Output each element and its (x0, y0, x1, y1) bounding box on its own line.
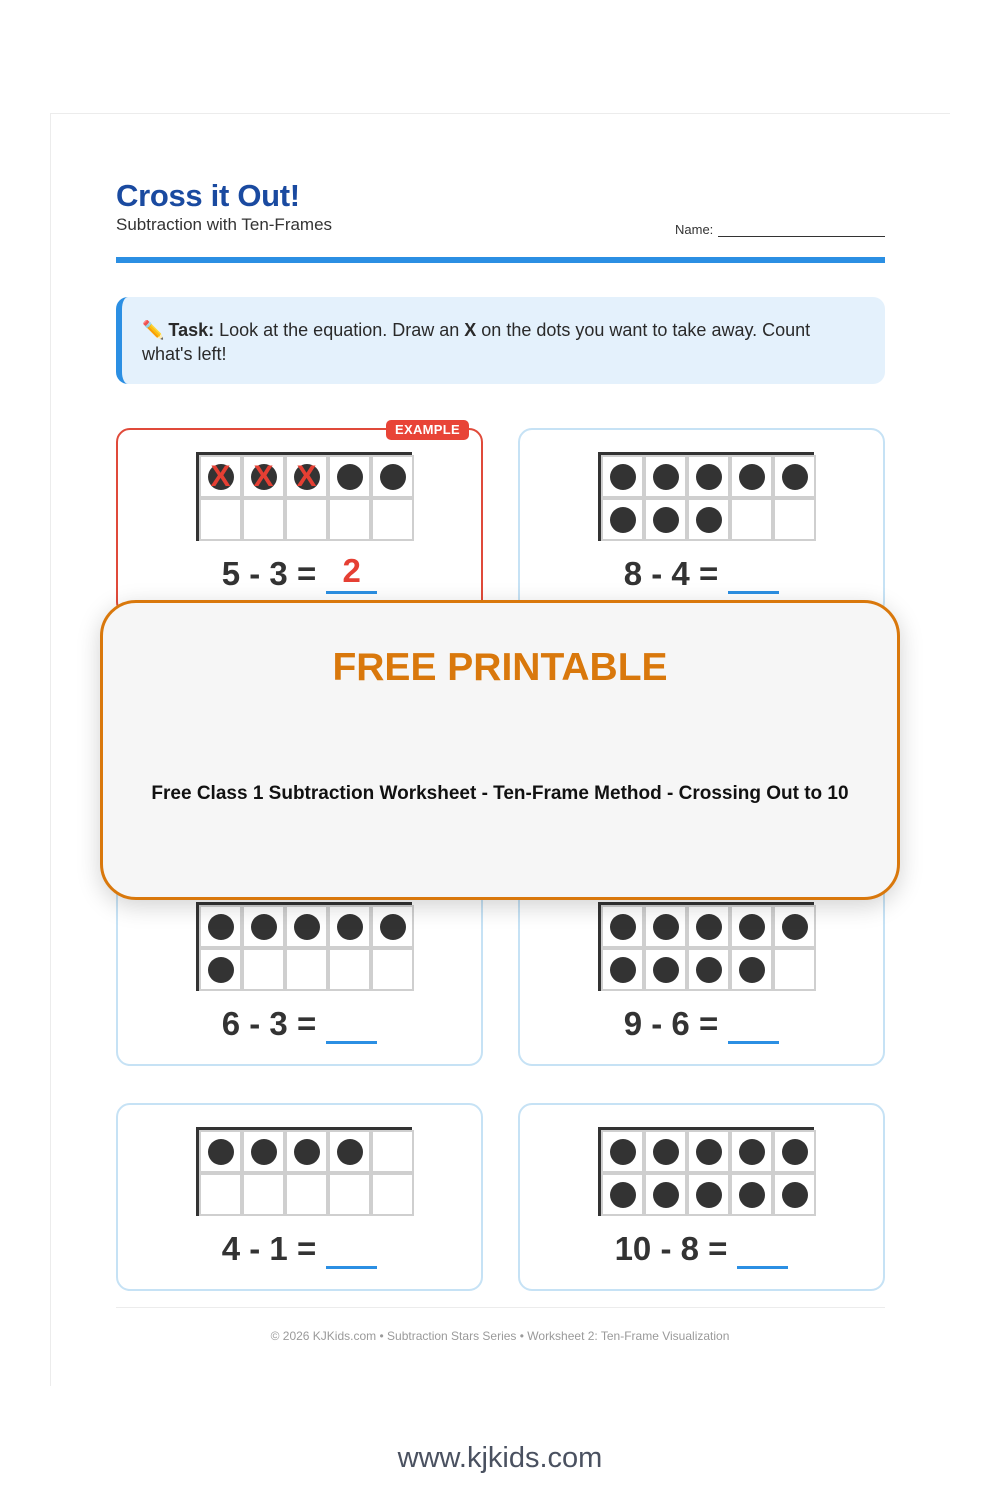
counter-dot-icon (739, 1182, 765, 1208)
counter-dot-icon (696, 507, 722, 533)
ten-frame-cell[interactable] (687, 1173, 730, 1216)
ten-frame-cell[interactable] (687, 948, 730, 991)
ten-frame-cell[interactable] (644, 1173, 687, 1216)
equation-text: 10 - 8 = (614, 1230, 728, 1267)
name-field[interactable] (675, 219, 885, 237)
ten-frame (598, 452, 814, 541)
cross-out-icon: X (296, 459, 317, 493)
problem-card-2 (518, 428, 885, 616)
ten-frame-cell[interactable] (644, 905, 687, 948)
counter-dot-icon (610, 1182, 636, 1208)
cross-out-icon: X (253, 459, 274, 493)
ten-frame-cell[interactable] (371, 948, 414, 991)
counter-dot-icon (294, 1139, 320, 1165)
ten-frame-cell[interactable] (199, 1130, 242, 1173)
name-label: Name: (675, 222, 714, 237)
ten-frame-cell[interactable] (730, 948, 773, 991)
ten-frame-cell[interactable] (242, 498, 285, 541)
equation (520, 1004, 883, 1044)
ten-frame-cell[interactable] (199, 498, 242, 541)
ten-frame-cell[interactable] (773, 455, 816, 498)
ten-frame (196, 902, 412, 991)
ten-frame-cell[interactable] (601, 498, 644, 541)
ten-frame-cell[interactable] (730, 498, 773, 541)
task-text-before: Look at the equation. Draw an (214, 320, 465, 340)
ten-frame-cell[interactable] (773, 948, 816, 991)
ten-frame-cell[interactable] (242, 1130, 285, 1173)
answer-blank[interactable] (326, 1229, 377, 1269)
site-url[interactable]: www.kjkids.com (397, 1442, 603, 1474)
equation-text: 5 - 3 = (221, 555, 317, 592)
ten-frame-cell[interactable] (285, 498, 328, 541)
ten-frame (196, 452, 412, 541)
counter-dot-icon (653, 1182, 679, 1208)
counter-dot-icon (696, 957, 722, 983)
counter-dot-icon (653, 464, 679, 490)
ten-frame-cell[interactable] (199, 455, 242, 498)
task-emphasis: X (464, 320, 477, 340)
footer-copyright: © 2026 KJKids.com • Subtraction Stars Series • Worksheet 2: Ten-Frame Visualization (270, 1329, 730, 1343)
ten-frame-cell[interactable] (371, 498, 414, 541)
ten-frame-cell[interactable] (328, 1130, 371, 1173)
answer-blank[interactable] (326, 1004, 377, 1044)
counter-dot-icon (653, 914, 679, 940)
ten-frame-cell[interactable] (328, 948, 371, 991)
ten-frame-cell[interactable] (285, 905, 328, 948)
ten-frame-cell[interactable] (687, 498, 730, 541)
ten-frame-cell[interactable] (644, 455, 687, 498)
ten-frame-cell[interactable] (371, 1130, 414, 1173)
header-divider (116, 257, 885, 263)
ten-frame-cell[interactable] (601, 905, 644, 948)
counter-dot-icon (337, 1139, 363, 1165)
equation (118, 1229, 481, 1269)
counter-dot-icon (696, 1182, 722, 1208)
counter-dot-icon (610, 957, 636, 983)
ten-frame-cell[interactable] (601, 455, 644, 498)
ten-frame-cell[interactable] (371, 455, 414, 498)
ten-frame-cell[interactable] (601, 1130, 644, 1173)
ten-frame-cell[interactable] (773, 1173, 816, 1216)
ten-frame-cell[interactable] (371, 1173, 414, 1216)
worksheet-subtitle: Subtraction with Ten-Frames (116, 215, 333, 234)
ten-frame (196, 1127, 412, 1216)
counter-dot-icon (739, 464, 765, 490)
ten-frame-cell[interactable] (285, 948, 328, 991)
ten-frame-cell[interactable] (644, 498, 687, 541)
answer-blank[interactable]: 2 (326, 554, 377, 594)
banner-subtitle: Free Class 1 Subtraction Worksheet - Ten-Frame Method - Crossing Out to 10 (151, 783, 849, 804)
banner-title: FREE PRINTABLE (332, 646, 668, 689)
ten-frame-cell[interactable] (601, 1173, 644, 1216)
counter-dot-icon (782, 1139, 808, 1165)
ten-frame-cell[interactable] (199, 905, 242, 948)
ten-frame-cell[interactable] (328, 905, 371, 948)
problem-card-4 (518, 878, 885, 1066)
counter-dot-icon (337, 464, 363, 490)
counter-dot-icon (208, 1139, 234, 1165)
ten-frame-cell[interactable] (773, 1130, 816, 1173)
ten-frame-cell[interactable] (285, 455, 328, 498)
ten-frame-cell[interactable] (730, 1130, 773, 1173)
counter-dot-icon (251, 914, 277, 940)
ten-frame-cell[interactable] (773, 498, 816, 541)
ten-frame-cell[interactable] (371, 905, 414, 948)
equation (520, 554, 883, 594)
counter-dot-icon (653, 1139, 679, 1165)
counter-dot-icon (337, 914, 363, 940)
counter-dot-icon (208, 914, 234, 940)
ten-frame-cell[interactable] (285, 1173, 328, 1216)
example-badge: EXAMPLE (386, 420, 469, 440)
ten-frame-cell[interactable] (730, 1173, 773, 1216)
problem-card-1 (116, 422, 483, 616)
ten-frame-cell[interactable] (730, 455, 773, 498)
counter-dot-icon (782, 914, 808, 940)
problem-card-5 (116, 1103, 483, 1291)
ten-frame-cell[interactable] (199, 1173, 242, 1216)
counter-dot-icon (294, 914, 320, 940)
ten-frame (598, 1127, 814, 1216)
counter-dot-icon (739, 957, 765, 983)
ten-frame-cell[interactable] (242, 948, 285, 991)
counter-dot-icon (782, 464, 808, 490)
free-printable-banner (100, 600, 900, 900)
equation (118, 1004, 481, 1044)
ten-frame-cell[interactable] (242, 455, 285, 498)
ten-frame-cell[interactable] (687, 1130, 730, 1173)
counter-dot-icon (610, 1139, 636, 1165)
counter-dot-icon (696, 1139, 722, 1165)
counter-dot-icon (696, 914, 722, 940)
footer-divider (116, 1307, 885, 1308)
ten-frame-cell[interactable] (601, 948, 644, 991)
ten-frame-cell[interactable] (644, 948, 687, 991)
problem-card-6 (518, 1103, 885, 1291)
ten-frame-cell[interactable] (328, 1173, 371, 1216)
answer-blank[interactable] (728, 1004, 779, 1044)
equation (118, 554, 481, 594)
equation-text: 8 - 4 = (623, 555, 719, 592)
counter-dot-icon (739, 914, 765, 940)
ten-frame-cell[interactable] (328, 455, 371, 498)
task-text-after: on the dots you want to take away. Count what's left! (142, 320, 811, 364)
counter-dot-icon (782, 1182, 808, 1208)
ten-frame-cell[interactable] (773, 905, 816, 948)
counter-dot-icon (380, 464, 406, 490)
ten-frame (598, 902, 814, 991)
counter-dot-icon (653, 957, 679, 983)
counter-dot-icon (653, 507, 679, 533)
pencil-icon: ✏️ (142, 320, 165, 340)
worksheet-title: Cross it Out! (116, 178, 300, 213)
task-instructions (116, 297, 885, 384)
ten-frame-cell[interactable] (242, 905, 285, 948)
counter-dot-icon (610, 464, 636, 490)
equation-text: 4 - 1 = (221, 1230, 317, 1267)
equation (520, 1229, 883, 1269)
counter-dot-icon (610, 507, 636, 533)
ten-frame-cell[interactable] (285, 1130, 328, 1173)
counter-dot-icon (251, 1139, 277, 1165)
ten-frame-cell[interactable] (730, 905, 773, 948)
ten-frame-cell[interactable] (644, 1130, 687, 1173)
ten-frame-cell[interactable] (199, 948, 242, 991)
ten-frame-cell[interactable] (328, 498, 371, 541)
counter-dot-icon (208, 957, 234, 983)
task-label: Task: (168, 320, 215, 340)
equation-text: 9 - 6 = (623, 1005, 719, 1042)
answer-blank[interactable] (737, 1229, 788, 1269)
answer-blank[interactable] (728, 554, 779, 594)
counter-dot-icon (380, 914, 406, 940)
ten-frame-cell[interactable] (687, 905, 730, 948)
problem-card-3 (116, 878, 483, 1066)
equation-text: 6 - 3 = (221, 1005, 317, 1042)
cross-out-icon: X (210, 459, 231, 493)
counter-dot-icon (610, 914, 636, 940)
name-blank-line[interactable] (718, 223, 885, 237)
counter-dot-icon (739, 1139, 765, 1165)
ten-frame-cell[interactable] (242, 1173, 285, 1216)
ten-frame-cell[interactable] (687, 455, 730, 498)
counter-dot-icon (696, 464, 722, 490)
